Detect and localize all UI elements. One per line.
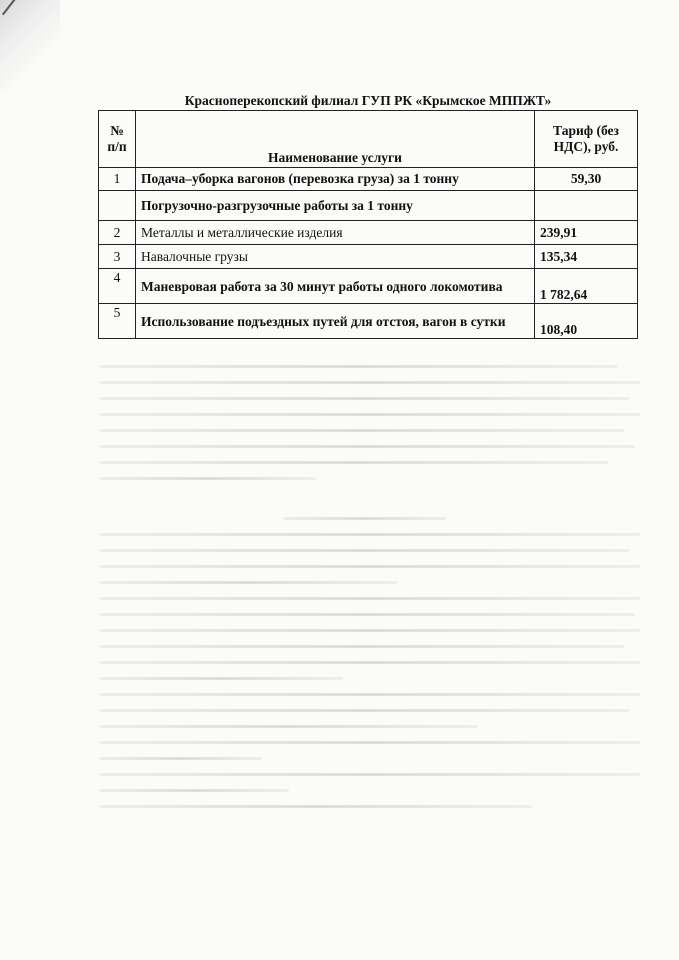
header-tariff: Тариф (без НДС), руб.: [535, 111, 638, 168]
table-row: [99, 245, 638, 269]
header-service: Наименование услуги: [136, 111, 535, 168]
table-header-row: [99, 111, 638, 168]
row-number: 2: [99, 221, 136, 245]
row-tariff: 59,30: [535, 168, 638, 191]
row-tariff: [535, 191, 638, 221]
row-number: 1: [99, 168, 136, 191]
row-tariff: 108,40: [535, 304, 638, 339]
tariff-table: [98, 110, 638, 339]
table-row: [99, 269, 638, 304]
bleed-through-text: [100, 365, 640, 821]
header-number: № п/п: [99, 111, 136, 168]
row-service: Металлы и металлические изделия: [136, 221, 535, 245]
row-number: 4: [99, 269, 136, 304]
row-tariff: 1 782,64: [535, 269, 638, 304]
row-tariff: 135,34: [535, 245, 638, 269]
row-number: 3: [99, 245, 136, 269]
row-service: Погрузочно-разгрузочные работы за 1 тонну: [136, 191, 535, 221]
table-section-row: [99, 191, 638, 221]
row-number: [99, 191, 136, 221]
row-service: Подача–уборка вагонов (перевозка груза) за 1 тонну: [136, 168, 535, 191]
table-row: [99, 304, 638, 339]
table-row: [99, 221, 638, 245]
row-service: Маневровая работа за 30 минут работы одного локомотива: [136, 269, 535, 304]
row-service: Навалочные грузы: [136, 245, 535, 269]
row-tariff: 239,91: [535, 221, 638, 245]
row-number: 5: [99, 304, 136, 339]
document-title: Красноперекопский филиал ГУП РК «Крымское МППЖТ»: [184, 93, 552, 108]
table-row: [99, 168, 638, 191]
page-corner-fold: [0, 0, 60, 90]
row-service: Использование подъездных путей для отстоя, вагон в сутки: [136, 304, 535, 339]
